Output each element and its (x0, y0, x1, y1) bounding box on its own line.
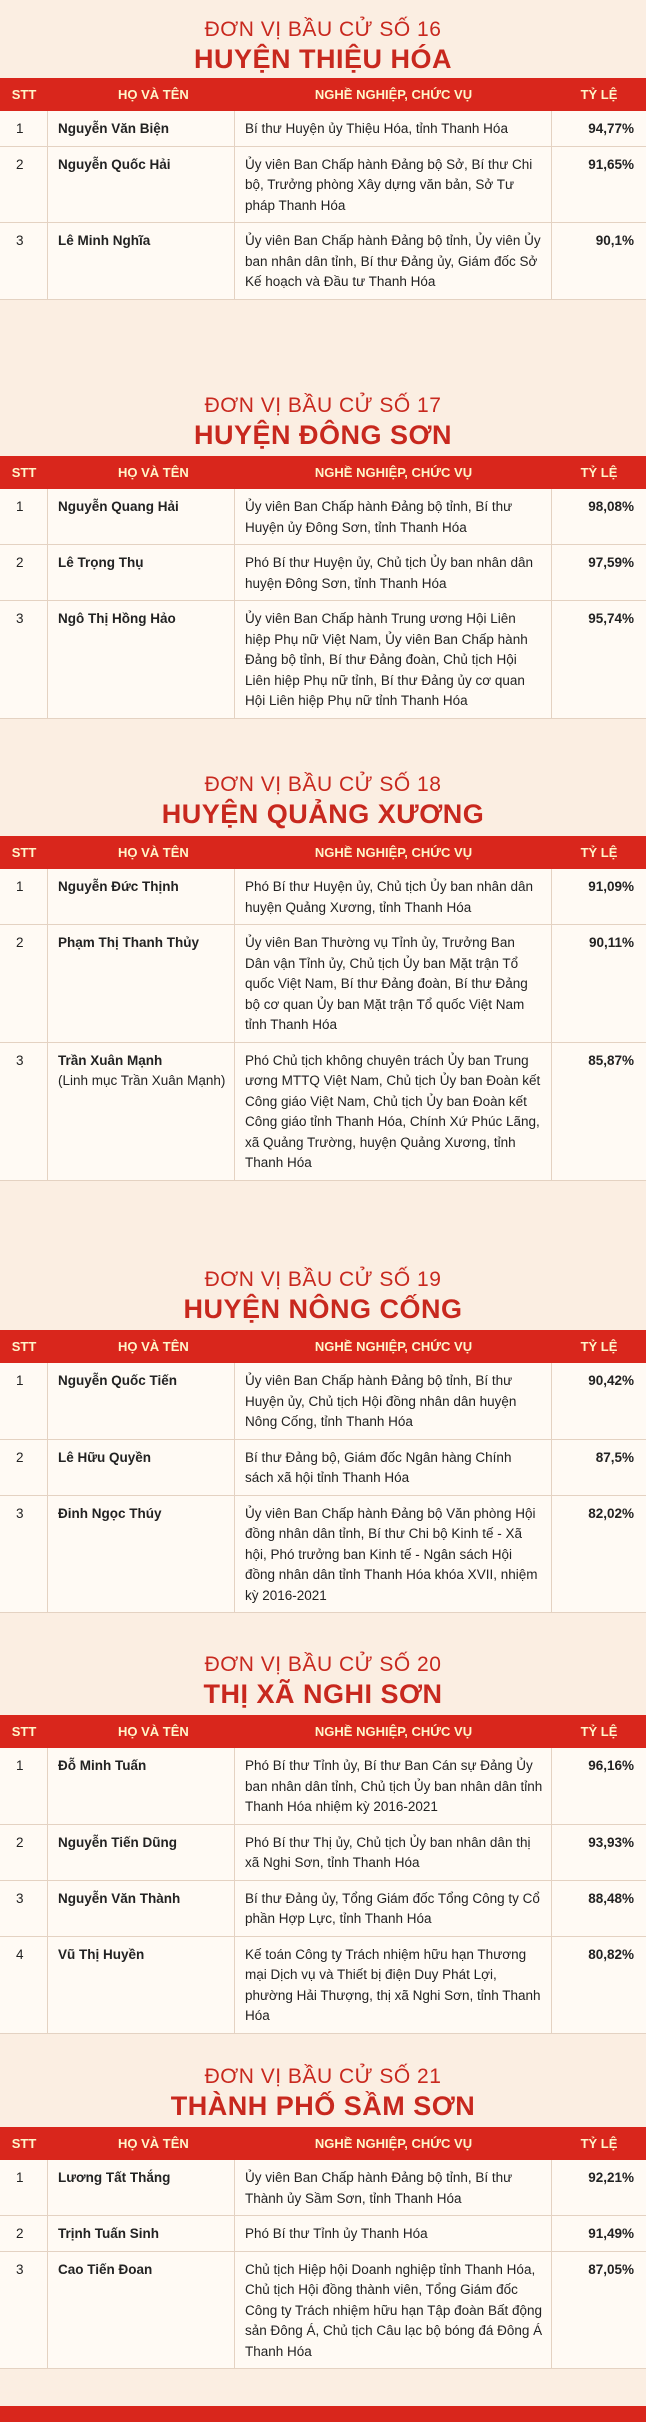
cell-stt: 2 (0, 2216, 48, 2251)
cell-name (48, 489, 235, 544)
table-row (0, 2252, 646, 2370)
cell-name (48, 869, 235, 924)
table-row (0, 545, 646, 601)
cell-stt: 1 (0, 2160, 48, 2215)
table-row (0, 1748, 646, 1825)
area-name: THỊ XÃ NGHI SƠN (203, 1679, 443, 1709)
cell-job: Phó Bí thư Thị ủy, Chủ tịch Ủy ban nhân dân thị xã Nghi Sơn, tỉnh Thanh Hóa (235, 1825, 552, 1880)
cell-rate: 98,08% (588, 499, 634, 514)
unit-number: ĐƠN VỊ BẦU CỬ SỐ 16 (204, 18, 442, 41)
cell-rate: 90,42% (588, 1373, 634, 1388)
results-table (0, 1330, 646, 1613)
cell-rate: 88,48% (588, 1890, 634, 1906)
electoral-unit-section (0, 755, 646, 1170)
cell-name (48, 1043, 235, 1180)
candidate-name: Đỗ Minh Tuấn (58, 1758, 147, 1773)
candidate-name: Cao Tiến Đoan (58, 2261, 153, 2277)
cell-job: Ủy viên Ban Chấp hành Đảng bộ tỉnh, Bí thư Huyện ủy, Chủ tịch Hội đồng nhân dân huyện Nông Cống, tỉnh Thanh Hóa (235, 1363, 552, 1439)
cell-rate: 97,59% (588, 555, 634, 570)
area-name: HUYỆN NÔNG CỐNG (183, 1294, 463, 1324)
cell-stt: 3 (0, 223, 48, 299)
cell-rate: 87,05% (588, 2261, 634, 2277)
cell-stt: 4 (0, 1937, 48, 2033)
cell-name (48, 1937, 235, 2033)
candidate-name: Nguyễn Văn Thành (58, 1890, 181, 1906)
table-row (0, 111, 646, 147)
cell-rate: 82,02% (588, 1505, 634, 1521)
cell-job: Ủy viên Ban Chấp hành Đảng bộ Văn phòng Hội đồng nhân dân tỉnh, Bí thư Chi bộ Kinh tế - Xã hội, Phó trưởng ban Kinh tế - Ngân sách Hội đồng nhân dân tỉnh Thanh Hóa khóa XVII, nhiệm kỳ 2016-2021 (235, 1496, 552, 1613)
cell-job: Ủy viên Ban Chấp hành Đảng bộ tỉnh, Bí thư Thành ủy Sầm Sơn, tỉnh Thanh Hóa (235, 2160, 552, 2215)
area-name: HUYỆN QUẢNG XƯƠNG (161, 799, 485, 829)
cell-stt: 3 (0, 601, 48, 718)
section-heading (0, 1250, 646, 1325)
cell-rate: 90,1% (595, 233, 634, 248)
cell-stt: 2 (0, 147, 48, 223)
cell-stt: 3 (0, 1881, 48, 1936)
table-row (0, 1043, 646, 1181)
cell-job: Ủy viên Ban Chấp hành Đảng bộ tỉnh, Ủy viên Ủy ban nhân dân tỉnh, Bí thư Đảng ủy, Giám đốc Sở Kế hoạch và Đầu tư Thanh Hóa (235, 223, 552, 299)
area-name: THÀNH PHỐ SẦM SƠN (170, 2091, 476, 2121)
cell-rate: 85,87% (588, 1052, 634, 1068)
header-job: NGHỀ NGHIỆP, CHỨC VỤ (314, 87, 473, 102)
unit-number: ĐƠN VỊ BẦU CỬ SỐ 19 (204, 1268, 442, 1291)
electoral-unit-section (0, 2047, 646, 2359)
section-heading (0, 376, 646, 451)
table-row (0, 489, 646, 545)
cell-rate: 87,5% (595, 1449, 634, 1465)
cell-job: Phó Bí thư Huyện ủy, Chủ tịch Ủy ban nhân dân huyện Quảng Xương, tỉnh Thanh Hóa (235, 869, 552, 924)
table-row (0, 1496, 646, 1614)
results-table (0, 2127, 646, 2369)
area-name: HUYỆN ĐÔNG SƠN (193, 420, 453, 450)
cell-stt: 2 (0, 545, 48, 600)
table-row (0, 869, 646, 925)
cell-rate: 94,77% (588, 121, 634, 136)
cell-job: Bí thư Đảng bộ, Giám đốc Ngân hàng Chính sách xã hội tỉnh Thanh Hóa (235, 1440, 552, 1495)
bottom-bar (0, 2406, 646, 2422)
cell-rate: 92,21% (588, 2170, 634, 2185)
cell-rate: 80,82% (588, 1946, 634, 1962)
header-name: HỌ VÀ TÊN (118, 465, 189, 480)
cell-name (48, 2252, 235, 2369)
table-header (0, 456, 646, 489)
cell-stt: 1 (0, 869, 48, 924)
cell-name (48, 1496, 235, 1613)
header-rate: TỶ LỆ (580, 1339, 618, 1354)
header-name: HỌ VÀ TÊN (118, 2136, 189, 2151)
table-row (0, 147, 646, 224)
cell-stt: 1 (0, 1748, 48, 1824)
cell-job: Phó Bí thư Huyện ủy, Chủ tịch Ủy ban nhân dân huyện Đông Sơn, tỉnh Thanh Hóa (235, 545, 552, 600)
header-stt: STT (11, 845, 37, 860)
cell-name (48, 1881, 235, 1936)
candidate-name: Đinh Ngọc Thúy (58, 1505, 162, 1521)
header-name: HỌ VÀ TÊN (118, 87, 189, 102)
table-row (0, 601, 646, 719)
header-stt: STT (11, 2136, 37, 2151)
candidate-name: Nguyễn Quang Hải (58, 499, 179, 514)
cell-name (48, 111, 235, 146)
section-heading (0, 2047, 646, 2122)
cell-name (48, 1748, 235, 1824)
candidate-name: Trịnh Tuấn Sinh (58, 2226, 159, 2241)
cell-rate: 91,49% (588, 2226, 634, 2241)
header-rate: TỶ LỆ (580, 2136, 618, 2151)
cell-name (48, 147, 235, 223)
candidate-alias: (Linh mục Trần Xuân Mạnh) (58, 1073, 226, 1088)
cell-stt: 2 (0, 1440, 48, 1495)
section-heading (0, 1635, 646, 1710)
cell-job: Ủy viên Ban Thường vụ Tỉnh ủy, Trưởng Ban Dân vận Tỉnh ủy, Chủ tịch Ủy ban Mặt trận Tổ quốc Việt Nam, Bí thư Đảng đoàn, Bí thư Đảng bộ cơ quan Ủy ban Mặt trận Tổ quốc Việt Nam tỉnh Thanh Hóa (235, 925, 552, 1042)
cell-job: Ủy viên Ban Chấp hành Đảng bộ tỉnh, Bí thư Huyện ủy Đông Sơn, tỉnh Thanh Hóa (235, 489, 552, 544)
cell-stt: 1 (0, 489, 48, 544)
header-name: HỌ VÀ TÊN (118, 1339, 189, 1354)
cell-rate: 95,74% (588, 611, 634, 626)
cell-name (48, 1363, 235, 1439)
cell-rate: 91,09% (588, 879, 634, 894)
header-job: NGHỀ NGHIỆP, CHỨC VỤ (314, 1339, 473, 1354)
electoral-unit-section (0, 376, 646, 708)
cell-job: Phó Chủ tịch không chuyên trách Ủy ban Trung ương MTTQ Việt Nam, Chủ tịch Ủy ban Đoàn kết Công giáo Việt Nam, Chủ tịch Ủy ban Đoàn kết Công giáo tỉnh Thanh Hóa, Chính Xứ Phúc Lãng, xã Quảng Trường, huyện Quảng Xương, tỉnh Thanh Hóa (235, 1043, 552, 1180)
cell-stt: 2 (0, 925, 48, 1042)
candidate-name: Nguyễn Quốc Hải (58, 156, 171, 172)
cell-stt: 3 (0, 1043, 48, 1180)
cell-name (48, 601, 235, 718)
candidate-name: Vũ Thị Huyền (58, 1946, 145, 1962)
header-stt: STT (11, 465, 37, 480)
electoral-unit-section (0, 1250, 646, 1603)
unit-number: ĐƠN VỊ BẦU CỬ SỐ 21 (204, 2065, 442, 2088)
results-table (0, 456, 646, 719)
electoral-unit-section (0, 1635, 646, 2023)
cell-job: Phó Bí thư Tỉnh ủy, Bí thư Ban Cán sự Đảng Ủy ban nhân dân tỉnh, Chủ tịch Ủy ban nhân dân tỉnh Thanh Hóa nhiệm kỳ 2016-2021 (235, 1748, 552, 1824)
table-row (0, 1363, 646, 1440)
header-stt: STT (11, 87, 37, 102)
table-header (0, 836, 646, 869)
candidate-name: Nguyễn Đức Thịnh (58, 879, 179, 894)
candidate-name: Phạm Thị Thanh Thủy (58, 935, 199, 950)
header-job: NGHỀ NGHIỆP, CHỨC VỤ (314, 1724, 473, 1739)
table-row (0, 925, 646, 1043)
cell-rate: 93,93% (588, 1834, 634, 1850)
table-row (0, 2160, 646, 2216)
section-heading (0, 755, 646, 830)
table-row (0, 1937, 646, 2034)
cell-stt: 3 (0, 1496, 48, 1613)
electoral-unit-section (0, 0, 646, 289)
cell-job: Phó Bí thư Tỉnh ủy Thanh Hóa (235, 2216, 552, 2251)
candidate-name: Nguyễn Tiến Dũng (58, 1834, 178, 1850)
candidate-name: Lê Hữu Quyền (58, 1449, 152, 1465)
candidate-name: Lê Trọng Thụ (58, 555, 144, 570)
cell-name (48, 223, 235, 299)
table-row (0, 1881, 646, 1937)
header-stt: STT (11, 1339, 37, 1354)
cell-name (48, 925, 235, 1042)
cell-rate: 96,16% (588, 1758, 634, 1773)
header-rate: TỶ LỆ (580, 465, 618, 480)
candidate-name: Lương Tất Thắng (58, 2170, 171, 2185)
cell-stt: 3 (0, 2252, 48, 2369)
table-header (0, 1715, 646, 1748)
cell-name (48, 2216, 235, 2251)
cell-job: Bí thư Đảng ủy, Tổng Giám đốc Tổng Công ty Cổ phần Hợp Lực, tỉnh Thanh Hóa (235, 1881, 552, 1936)
header-stt: STT (11, 1724, 37, 1739)
cell-stt: 2 (0, 1825, 48, 1880)
table-row (0, 223, 646, 300)
header-job: NGHỀ NGHIỆP, CHỨC VỤ (314, 2136, 473, 2151)
cell-rate: 91,65% (588, 156, 634, 172)
candidate-name: Ngô Thị Hồng Hảo (58, 611, 176, 626)
candidate-name: Nguyễn Quốc Tiến (58, 1373, 178, 1388)
cell-name (48, 545, 235, 600)
candidate-name: Lê Minh Nghĩa (58, 233, 151, 248)
results-table (0, 1715, 646, 2034)
cell-stt: 1 (0, 1363, 48, 1439)
table-header (0, 78, 646, 111)
cell-job: Ủy viên Ban Chấp hành Đảng bộ Sở, Bí thư Chi bộ, Trưởng phòng Xây dựng văn bản, Sở Tư pháp Thanh Hóa (235, 147, 552, 223)
results-table (0, 78, 646, 300)
table-row (0, 2216, 646, 2252)
cell-job: Chủ tịch Hiệp hội Doanh nghiệp tỉnh Thanh Hóa, Chủ tịch Hội đồng thành viên, Tổng Giám đốc Công ty Trách nhiệm hữu hạn Tập đoàn Bất động sản Đông Á, Chủ tịch Câu lạc bộ bóng đá Đông Á Thanh Hóa (235, 2252, 552, 2369)
table-header (0, 2127, 646, 2160)
cell-job: Ủy viên Ban Chấp hành Trung ương Hội Liên hiệp Phụ nữ Việt Nam, Ủy viên Ban Chấp hành Đảng bộ tỉnh, Bí thư Đảng đoàn, Chủ tịch Hội Liên hiệp Phụ nữ tỉnh, Bí thư Đảng ủy cơ quan Hội Liên hiệp Phụ nữ tỉnh Thanh Hóa (235, 601, 552, 718)
header-rate: TỶ LỆ (580, 87, 618, 102)
table-row (0, 1825, 646, 1881)
header-job: NGHỀ NGHIỆP, CHỨC VỤ (314, 465, 473, 480)
area-name: HUYỆN THIỆU HÓA (193, 44, 452, 74)
cell-name (48, 1825, 235, 1880)
results-table (0, 836, 646, 1181)
cell-name (48, 1440, 235, 1495)
unit-number: ĐƠN VỊ BẦU CỬ SỐ 17 (204, 394, 442, 417)
cell-stt: 1 (0, 111, 48, 146)
cell-rate: 90,11% (588, 935, 634, 950)
header-rate: TỶ LỆ (580, 1724, 618, 1739)
section-heading (0, 0, 646, 75)
table-row (0, 1440, 646, 1496)
header-name: HỌ VÀ TÊN (118, 845, 189, 860)
header-name: HỌ VÀ TÊN (118, 1724, 189, 1739)
table-header (0, 1330, 646, 1363)
unit-number: ĐƠN VỊ BẦU CỬ SỐ 18 (204, 773, 442, 796)
cell-name (48, 2160, 235, 2215)
cell-job: Bí thư Huyện ủy Thiệu Hóa, tỉnh Thanh Hóa (235, 111, 552, 146)
candidate-name: Trần Xuân Mạnh (58, 1052, 163, 1068)
header-rate: TỶ LỆ (580, 845, 618, 860)
unit-number: ĐƠN VỊ BẦU CỬ SỐ 20 (204, 1653, 442, 1676)
header-job: NGHỀ NGHIỆP, CHỨC VỤ (314, 845, 473, 860)
cell-job: Kế toán Công ty Trách nhiệm hữu hạn Thương mại Dịch vụ và Thiết bị điện Duy Phát Lợi, phường Hải Thượng, thị xã Nghi Sơn, tỉnh Thanh Hóa (235, 1937, 552, 2033)
candidate-name: Nguyễn Văn Biện (58, 121, 170, 136)
